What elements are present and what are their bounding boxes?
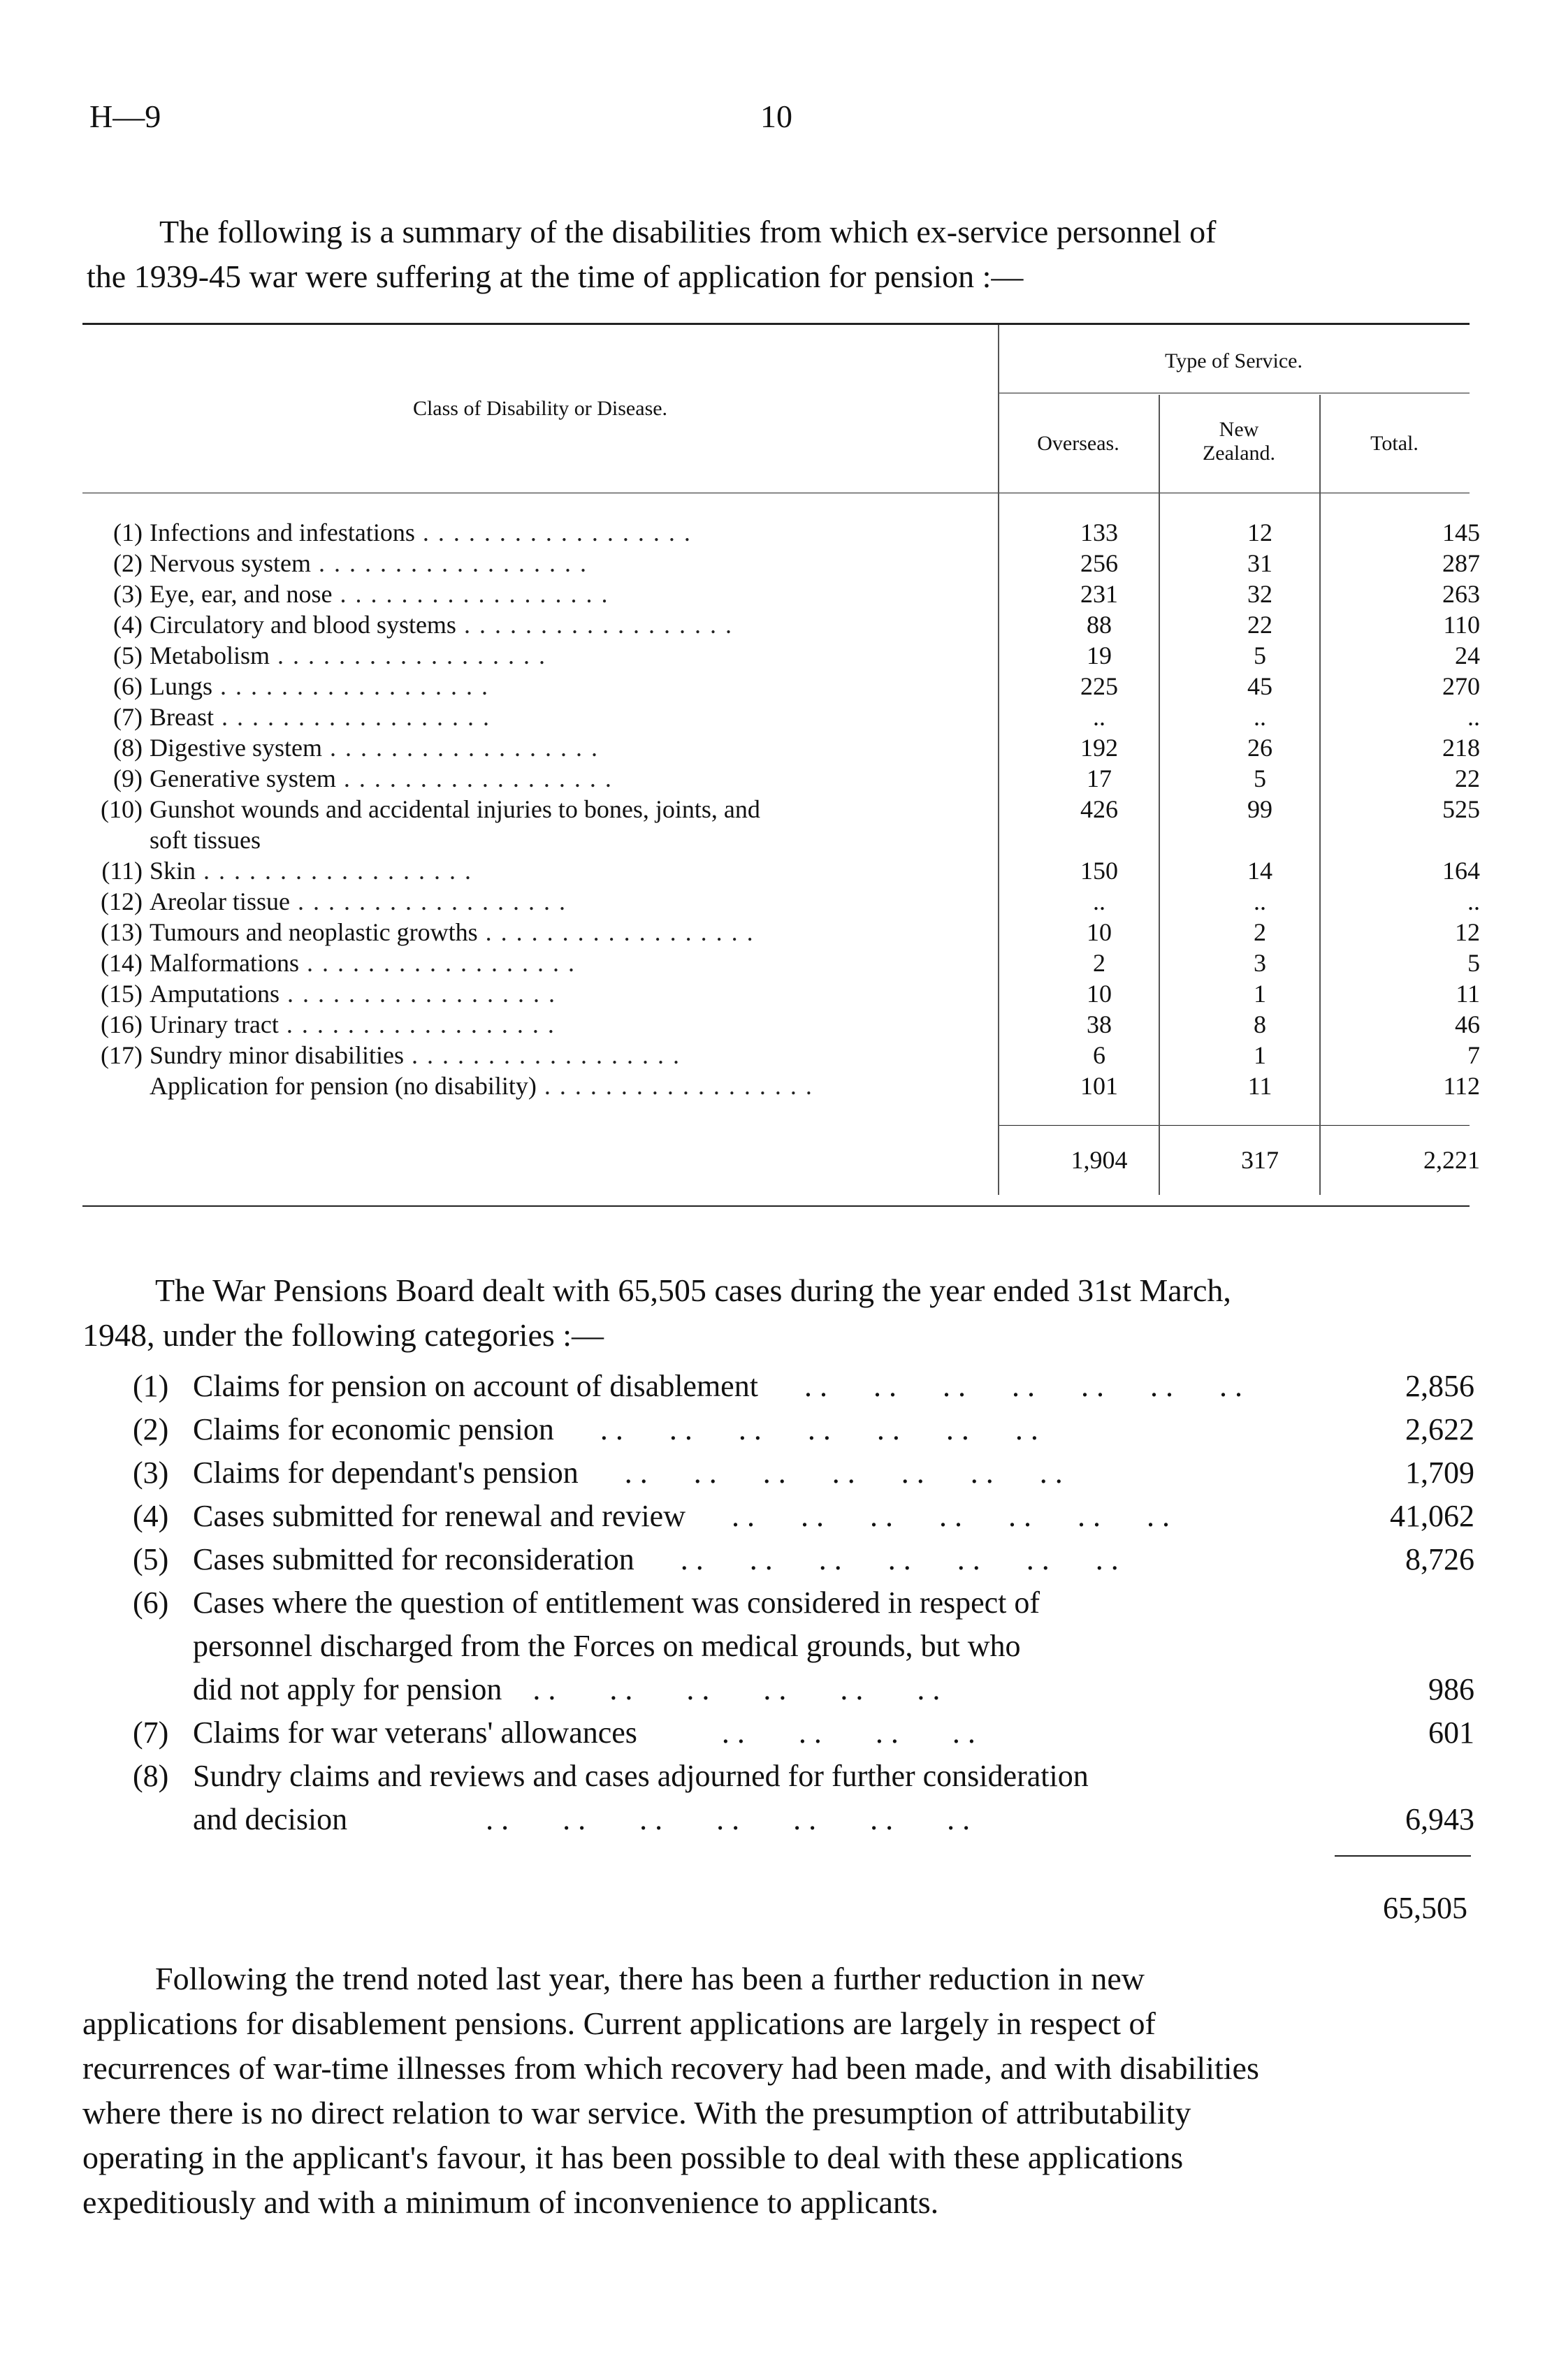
row-overseas: 426 [1080, 795, 1118, 823]
board-item-6 [133, 1581, 1474, 1625]
col-header-nz-line-2: Zealand. [1202, 442, 1276, 465]
row-total: 145 [1442, 518, 1480, 546]
row-total: 270 [1442, 672, 1480, 700]
row-new-zealand: .. [1254, 703, 1266, 731]
row-new-zealand: 12 [1247, 518, 1272, 546]
table-row [82, 579, 1480, 609]
board-item-6-line-2: personnel discharged from the Forces on medical grounds, but who [193, 1629, 1021, 1663]
row-label-text: Digestive system [150, 734, 322, 762]
row-label [150, 1040, 1058, 1071]
table-row [82, 548, 1480, 579]
board-item-value: 8,726 [1405, 1542, 1474, 1576]
row-label [150, 609, 1058, 640]
total-rule [998, 1125, 1470, 1126]
row-label [150, 825, 1058, 855]
board-item-text: Claims for economic pension [193, 1412, 554, 1446]
col-header-nz-line-1: New [1219, 418, 1259, 441]
row-label-text: Nervous system [150, 549, 311, 577]
table-row [82, 1009, 1480, 1040]
board-item-6-number: (6) [133, 1586, 169, 1620]
row-total: 5 [1467, 949, 1480, 977]
row-new-zealand: 11 [1247, 1072, 1272, 1100]
table-row [82, 609, 1480, 640]
leader-dots: . . . . . . . . . . . . . . . . . . [280, 980, 556, 1008]
table-row [82, 732, 1480, 763]
row-total: 112 [1443, 1072, 1480, 1100]
board-item-value: 2,856 [1405, 1369, 1474, 1403]
row-label [150, 855, 1058, 886]
board-item-6-value: 986 [1428, 1672, 1474, 1706]
leader-dots: . . . . . . . . . . . . . . . . . . [456, 611, 733, 639]
row-number: (17) [101, 1041, 143, 1069]
row-new-zealand: 5 [1254, 764, 1266, 792]
leader-dots: . . . . . . . . . . . . . . . . . . [289, 887, 567, 915]
row-total: .. [1467, 887, 1480, 915]
board-item-text-wrap [193, 1365, 1346, 1408]
leader-dots: . . . . . . . . . . . . . . [757, 1369, 1242, 1403]
board-line-2: 1948, under the following categories :— [82, 1317, 604, 1353]
row-label [150, 1009, 1058, 1040]
board-line-1: The War Pensions Board dealt with 65,505 cases during the year ended 31st March, [155, 1272, 1231, 1308]
board-paragraph [82, 1268, 1473, 1358]
closing-line-6: expeditiously and with a minimum of inconvenience to applicants. [82, 2184, 939, 2220]
row-label-text: Tumours and neoplastic growths [150, 918, 478, 946]
row-overseas: .. [1093, 887, 1105, 915]
board-item-number: (4) [133, 1499, 169, 1533]
total-overseas: 1,904 [1071, 1146, 1128, 1174]
page-number: 10 [760, 99, 792, 134]
row-overseas: .. [1093, 703, 1105, 731]
col-header-new-zealand [1159, 418, 1319, 465]
board-item-text-wrap [193, 1538, 1346, 1581]
board-item [133, 1365, 1474, 1408]
row-label-text: Malformations [150, 949, 299, 977]
row-new-zealand: 31 [1247, 549, 1272, 577]
row-new-zealand: 26 [1247, 734, 1272, 762]
col-header-overseas: Overseas. [1037, 432, 1119, 455]
board-item-number: (1) [133, 1369, 169, 1403]
board-item-6-line-1: Cases where the question of entitlement was considered in respect of [193, 1586, 1040, 1620]
row-label-text: Metabolism [150, 641, 270, 669]
table-row [82, 1040, 1480, 1071]
row-new-zealand: 2 [1254, 918, 1266, 946]
row-overseas: 192 [1080, 734, 1118, 762]
row-overseas: 225 [1080, 672, 1118, 700]
table-row [82, 794, 1480, 825]
board-item-6-line-3-text: did not apply for pension [193, 1672, 502, 1706]
table-row [82, 886, 1480, 917]
row-new-zealand: 5 [1254, 641, 1266, 669]
row-overseas: 38 [1087, 1010, 1112, 1038]
board-item-6-last-line [193, 1668, 1474, 1711]
board-item-6-line-3 [193, 1668, 1346, 1711]
closing-line-4: where there is no direct relation to war service. With the presumption of attributability [82, 2095, 1191, 2131]
row-total: 22 [1455, 764, 1480, 792]
leader-dots: . . . . . . . . . . . . . . . . . . [298, 949, 576, 977]
table-row [82, 640, 1480, 671]
row-label [150, 640, 1058, 671]
row-new-zealand: 32 [1247, 580, 1272, 608]
row-overseas: 88 [1087, 611, 1112, 639]
board-item [133, 1451, 1474, 1495]
closing-line-2: applications for disablement pensions. Current applications are largely in respect of [82, 2005, 1156, 2041]
row-label [150, 732, 1058, 763]
closing-line-1: Following the trend noted last year, there has been a further reduction in new [155, 1961, 1145, 1996]
row-new-zealand: 3 [1254, 949, 1266, 977]
board-item-number: (5) [133, 1542, 169, 1576]
row-label-text: Skin [150, 857, 196, 885]
row-label-text: Lungs [150, 672, 212, 700]
row-label [150, 548, 1058, 579]
table-top-rule [82, 323, 1470, 325]
table-row [82, 825, 1452, 855]
leader-dots: . . . . . . . . . . . . . . . . . . [269, 641, 546, 669]
board-item [133, 1538, 1474, 1581]
leader-dots: . . . . . . . . . . . . [502, 1672, 941, 1706]
row-label [150, 886, 1058, 917]
row-label-text: Application for pension (no disability) [150, 1072, 537, 1100]
row-total: 287 [1442, 549, 1480, 577]
row-number: (6) [113, 672, 143, 700]
leader-dots: . . . . . . . . . . . . . . . . . . [332, 580, 609, 608]
row-number: (1) [113, 518, 143, 546]
row-overseas: 256 [1080, 549, 1118, 577]
board-item-text-wrap [193, 1408, 1346, 1451]
col-header-total: Total. [1370, 432, 1419, 455]
row-total: 46 [1455, 1010, 1480, 1038]
board-item [133, 1408, 1474, 1451]
row-number: (11) [101, 857, 143, 885]
leader-dots: . . . . . . . . . . . . . . . . . . [278, 1010, 556, 1038]
row-label-text: Amputations [150, 980, 280, 1008]
row-overseas: 150 [1080, 857, 1118, 885]
row-number: (7) [113, 703, 143, 731]
leader-dots: . . . . . . . . . . . . . . [634, 1542, 1119, 1576]
row-label [150, 763, 1058, 794]
row-label-text: Circulatory and blood systems [150, 611, 456, 639]
row-new-zealand: 1 [1254, 980, 1266, 1008]
leader-dots: . . . . . . . . . . . . . . . . . . [335, 764, 613, 792]
row-total: 525 [1442, 795, 1480, 823]
leader-dots: . . . . . . . . . . . . . . [686, 1499, 1170, 1533]
leader-dots: . . . . . . . . . . . . . . . . . . [196, 857, 473, 885]
table-row [82, 517, 1480, 548]
row-overseas: 10 [1087, 980, 1112, 1008]
closing-paragraph [82, 1957, 1473, 2225]
leader-dots: . . . . . . . . . . . . . . . . . . [212, 672, 489, 700]
row-new-zealand: 8 [1254, 1010, 1266, 1038]
row-total: 164 [1442, 857, 1480, 885]
row-label [150, 671, 1058, 702]
leader-dots: . . . . . . . . . . . . . . [578, 1456, 1063, 1490]
row-number: (2) [113, 549, 143, 577]
row-overseas: 101 [1080, 1072, 1118, 1100]
board-item-7-value: 601 [1428, 1715, 1474, 1750]
row-overseas: 133 [1080, 518, 1118, 546]
board-item-text-wrap [193, 1495, 1346, 1538]
row-total: 7 [1467, 1041, 1480, 1069]
board-item-7-text: Claims for war veterans' allowances [193, 1715, 637, 1750]
row-label [150, 978, 1058, 1009]
row-overseas: 2 [1093, 949, 1105, 977]
board-item-8-line-2: and decision [193, 1802, 348, 1836]
col-header-class: Class of Disability or Disease. [412, 397, 668, 420]
document-code: H—9 [89, 99, 161, 134]
intro-line-1: The following is a summary of the disabilities from which ex-service personnel of [159, 214, 1217, 249]
row-total: .. [1467, 703, 1480, 731]
row-overseas: 6 [1093, 1041, 1105, 1069]
row-label-text: Areolar tissue [150, 887, 290, 915]
row-new-zealand: 22 [1247, 611, 1272, 639]
board-total: 65,505 [1383, 1891, 1467, 1925]
table-bottom-rule [82, 1205, 1470, 1207]
board-sum-rule [1335, 1855, 1471, 1857]
row-number: (10) [101, 795, 143, 823]
row-label [150, 1071, 1058, 1101]
row-label [150, 917, 1058, 948]
board-item-8 [133, 1755, 1474, 1798]
table-row [82, 948, 1480, 978]
board-item-7-number: (7) [133, 1715, 169, 1750]
closing-line-5: operating in the applicant's favour, it has been possible to deal with these applications [82, 2140, 1184, 2175]
row-label-text: Urinary tract [150, 1010, 279, 1038]
board-item-value: 2,622 [1405, 1412, 1474, 1446]
board-item-text: Claims for pension on account of disablement [193, 1369, 758, 1403]
leader-dots: . . . . . . . . . . . . . . . . . . [477, 918, 755, 946]
leader-dots: . . . . . . . . . . . . . . . . . . [321, 734, 599, 762]
row-label [150, 579, 1058, 609]
board-item-number: (2) [133, 1412, 169, 1446]
row-number: (8) [113, 734, 143, 762]
table-row [82, 978, 1480, 1009]
row-number: (14) [101, 949, 143, 977]
row-overseas: 17 [1087, 764, 1112, 792]
row-number: (3) [113, 580, 143, 608]
intro-paragraph [87, 210, 1477, 299]
board-item-8-line-2-wrap [193, 1798, 1346, 1841]
row-overseas: 231 [1080, 580, 1118, 608]
leader-dots: . . . . . . . . . . . . . . [553, 1412, 1038, 1446]
table-row [82, 917, 1480, 948]
row-label-text: Eye, ear, and nose [150, 580, 333, 608]
row-label-text: Breast [150, 703, 214, 731]
table-totals-row [82, 1145, 1480, 1175]
closing-line-3: recurrences of war-time illnesses from which recovery had been made, and with disabilities [82, 2050, 1259, 2086]
row-total: 24 [1455, 641, 1480, 669]
row-label-text: Gunshot wounds and accidental injuries to bones, joints, and [150, 795, 760, 823]
board-item-value: 1,709 [1405, 1456, 1474, 1490]
leader-dots: . . . . . . . . . . . . . . [347, 1802, 971, 1836]
row-overseas: 19 [1087, 641, 1112, 669]
row-number: (5) [113, 641, 143, 669]
leader-dots: . . . . . . . . . . . . . . . . . . [536, 1072, 813, 1100]
row-total: 263 [1442, 580, 1480, 608]
table-row [82, 855, 1480, 886]
table-row [82, 702, 1480, 732]
board-item-text: Cases submitted for reconsideration [193, 1542, 634, 1576]
board-item-7 [133, 1711, 1474, 1755]
board-item [133, 1495, 1474, 1538]
leader-dots: . . . . . . . . . . . . . . . . . . [213, 703, 491, 731]
row-new-zealand: 99 [1247, 795, 1272, 823]
board-item-value: 41,062 [1390, 1499, 1474, 1533]
row-total: 110 [1443, 611, 1480, 639]
row-number: (16) [101, 1010, 143, 1038]
row-label [150, 517, 1058, 548]
board-item-7-text-wrap [193, 1711, 1346, 1755]
row-new-zealand: .. [1254, 887, 1266, 915]
board-item-8-number: (8) [133, 1759, 169, 1793]
board-item-8-last-line [193, 1798, 1474, 1841]
row-overseas: 10 [1087, 918, 1112, 946]
leader-dots: . . . . . . . . . . . . . . . . . . [404, 1041, 681, 1069]
row-label [150, 948, 1058, 978]
leader-dots: . . . . . . . . [637, 1715, 975, 1750]
row-label-text: Generative system [150, 764, 336, 792]
col-header-type-of-service: Type of Service. [1165, 349, 1303, 372]
row-new-zealand: 14 [1247, 857, 1272, 885]
board-item-text: Claims for dependant's pension [193, 1456, 579, 1490]
total-total: 2,221 [1423, 1146, 1480, 1174]
table-row [82, 671, 1480, 702]
row-new-zealand: 1 [1254, 1041, 1266, 1069]
table-row [82, 763, 1480, 794]
table-row [82, 1071, 1480, 1101]
leader-dots: . . . . . . . . . . . . . . . . . . [310, 549, 588, 577]
row-total: 12 [1455, 918, 1480, 946]
board-item-number: (3) [133, 1456, 169, 1490]
total-new-zealand: 317 [1241, 1146, 1279, 1174]
row-number: (15) [101, 980, 143, 1008]
row-number: (4) [113, 611, 143, 639]
board-item-text-wrap [193, 1451, 1346, 1495]
leader-dots: . . . . . . . . . . . . . . . . . . [414, 518, 692, 546]
row-total: 218 [1442, 734, 1480, 762]
row-number: (12) [101, 887, 143, 915]
row-number: (9) [113, 764, 143, 792]
board-item-text: Cases submitted for renewal and review [193, 1499, 686, 1533]
row-label [150, 702, 1058, 732]
row-label-text: Infections and infestations [150, 518, 415, 546]
row-label-text: Sundry minor disabilities [150, 1041, 404, 1069]
board-item-8-value: 6,943 [1405, 1802, 1474, 1836]
intro-line-2: the 1939-45 war were suffering at the time of application for pension :— [87, 259, 1024, 294]
row-total: 11 [1456, 980, 1480, 1008]
row-label [150, 794, 1058, 825]
row-number: (13) [101, 918, 143, 946]
row-label-text: soft tissues [150, 826, 261, 854]
board-item-8-line-1: Sundry claims and reviews and cases adjourned for further consideration [193, 1759, 1089, 1793]
row-new-zealand: 45 [1247, 672, 1272, 700]
